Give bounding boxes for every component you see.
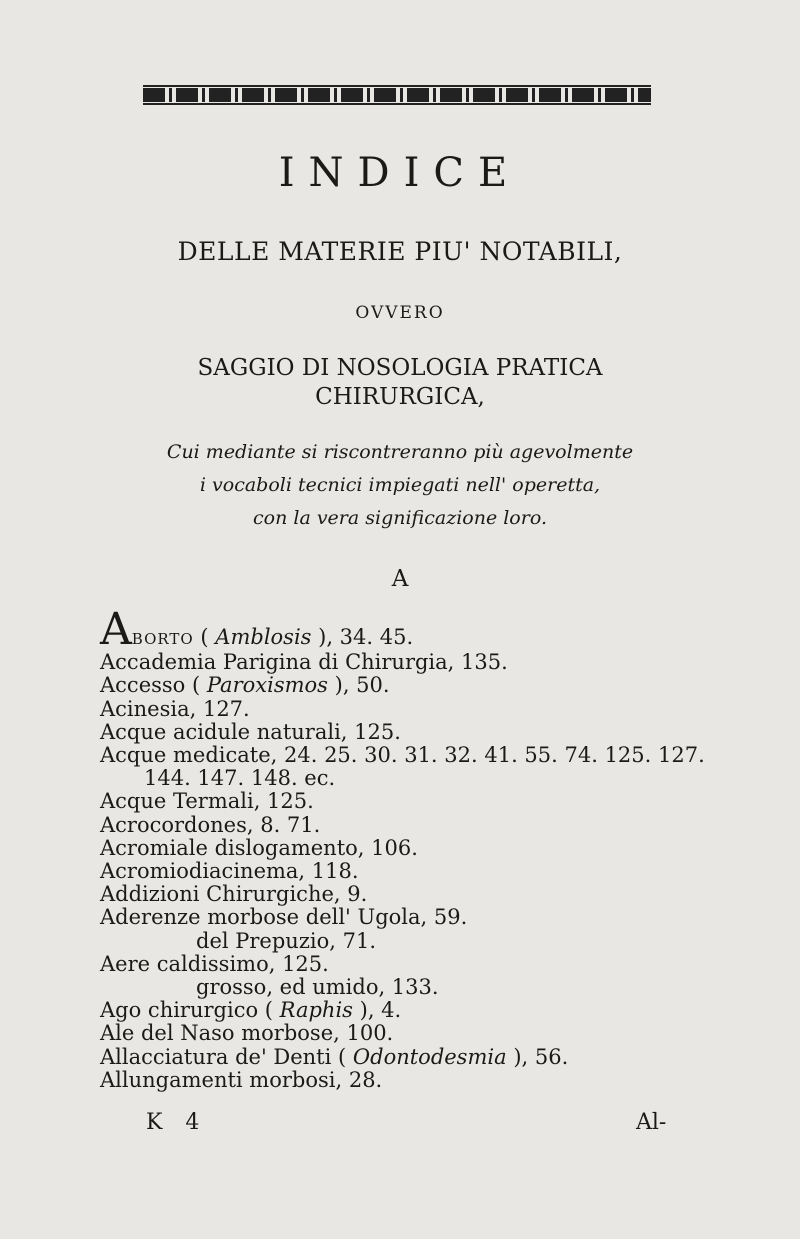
index-entry: Aere caldissimo, 125. <box>100 951 329 976</box>
index-entry <box>100 604 720 655</box>
intro-line-2: i vocaboli tecnici impiegati nell' operetta, <box>199 474 601 496</box>
index-entry: Acinesia, 127. <box>100 696 250 721</box>
entry-text: Allacciatura de' Denti ( <box>100 1044 347 1069</box>
catchword: Al- <box>636 1110 667 1135</box>
index-entry: Acrocordones, 8. 71. <box>100 812 321 837</box>
entry-italic: Paroxismos <box>206 673 328 698</box>
index-entry: Acque medicate, 24. 25. 30. 31. 32. 41. 55. 74. 125. 127. <box>100 743 705 768</box>
saggio-line-2: CHIRURGICA, <box>315 384 485 410</box>
saggio-heading <box>0 354 800 412</box>
entry-text: ), 4. <box>359 998 402 1023</box>
index-entry: Acque Termali, 125. <box>100 789 314 814</box>
entry-italic: Raphis <box>279 998 353 1023</box>
saggio-line-1: SAGGIO DI NOSOLOGIA PRATICA <box>197 355 603 381</box>
index-entry <box>100 674 720 697</box>
index-entry <box>100 1046 720 1069</box>
index-entry: Acromiodiacinema, 118. <box>100 859 359 884</box>
ovvero-label: OVVERO <box>355 303 445 323</box>
index-entry: Acromiale dislogamento, 106. <box>100 835 418 860</box>
entry-italic: Odontodesmia <box>352 1044 507 1069</box>
signature-mark: K 4 <box>146 1110 208 1135</box>
header-ornament <box>143 88 651 102</box>
index-entry-continuation: 144. 147. 148. ec. <box>144 766 336 791</box>
intro-line-1: Cui mediante si riscontreranno più agevolmente <box>166 441 634 463</box>
entry-text: ( <box>200 625 209 649</box>
page-subtitle: DELLE MATERIE PIU' NOTABILI, <box>177 237 623 266</box>
index-entry: Acque acidule naturali, 125. <box>100 719 401 744</box>
entry-text: ), 56. <box>513 1044 569 1069</box>
entry-text: Ago chirurgico ( <box>100 998 273 1023</box>
index-entry: Addizioni Chirurgiche, 9. <box>100 882 368 907</box>
page-title: INDICE <box>278 150 522 196</box>
entry-text: Accesso ( <box>100 673 201 698</box>
entry-text: ), 50. <box>334 673 390 698</box>
section-letter: A <box>391 566 409 592</box>
index-entry <box>100 999 720 1022</box>
index-entry: Aderenze morbose dell' Ugola, 59. <box>100 905 468 930</box>
index-entry-continuation: grosso, ed umido, 133. <box>196 975 439 1000</box>
index-entries <box>100 604 720 1092</box>
index-entry: Allungamenti morbosi, 28. <box>100 1067 383 1092</box>
entry-italic: Amblosis <box>215 625 312 649</box>
entry-text: ), 34. 45. <box>318 625 414 649</box>
index-entry: Accademia Parigina di Chirurgia, 135. <box>100 650 508 675</box>
drop-initial: A <box>100 604 132 655</box>
intro-line-3: con la vera significazione loro. <box>253 507 547 529</box>
index-entry: Ale del Naso morbose, 100. <box>100 1021 394 1046</box>
index-entry-continuation: del Prepuzio, 71. <box>196 928 376 953</box>
entry-smallcaps: BORTO <box>131 630 194 648</box>
intro-text <box>0 436 800 535</box>
